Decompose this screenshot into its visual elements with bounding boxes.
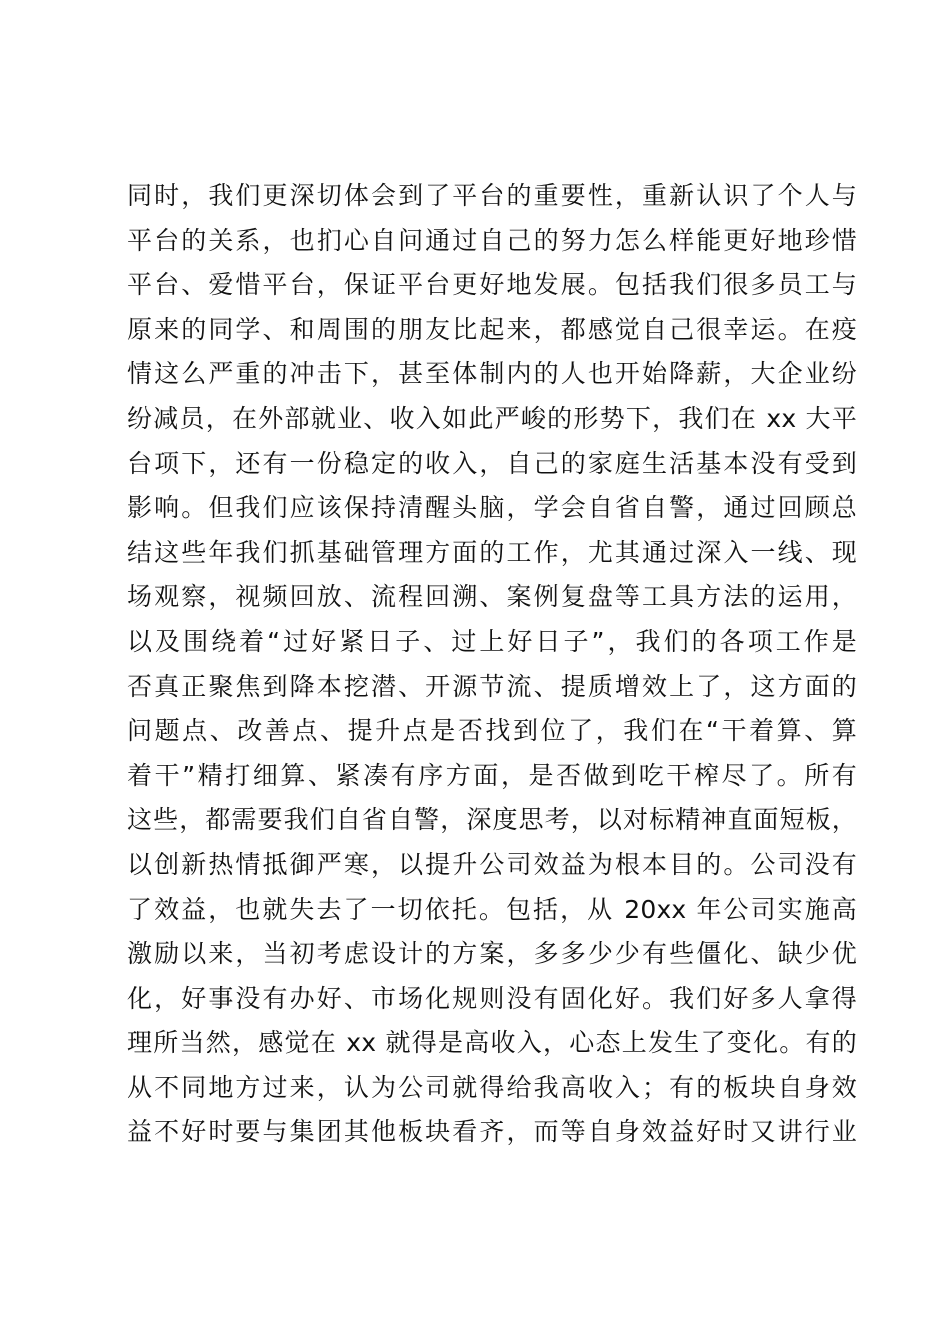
text-line-7: 台项下，还有一份稳定的收入，自己的家庭生活基本没有受到 <box>127 448 857 478</box>
text-line-4: 原来的同学、和周围的朋友比起来，都感觉自己很幸运。在疫 <box>127 314 857 344</box>
text-line-20: 理所当然，感觉在 xx 就得是高收入，心态上发生了变化。有的 <box>127 1028 857 1058</box>
text-line-13: 问题点、改善点、提升点是否找到位了，我们在“干着算、算 <box>127 716 857 746</box>
text-line-22: 益不好时要与集团其他板块看齐，而等自身效益好时又讲行业 <box>127 1117 857 1147</box>
text-line-16: 以创新热情抵御严寒，以提升公司效益为根本目的。公司没有 <box>127 849 857 879</box>
text-line-6: 纷减员，在外部就业、收入如此严峻的形势下，我们在 xx 大平 <box>127 403 857 433</box>
text-line-12: 否真正聚焦到降本挖潜、开源节流、提质增效上了，这方面的 <box>127 671 857 701</box>
body-paragraph <box>127 174 857 1155</box>
text-line-10: 场观察，视频回放、流程回溯、案例复盘等工具方法的运用， <box>127 582 857 612</box>
text-line-17: 了效益，也就失去了一切依托。包括，从 20xx 年公司实施高 <box>127 894 857 924</box>
text-line-5: 情这么严重的冲击下，甚至体制内的人也开始降薪，大企业纷 <box>127 359 857 389</box>
text-line-1: 同时，我们更深切体会到了平台的重要性，重新认识了个人与 <box>127 181 857 210</box>
text-line-11: 以及围绕着“过好紧日子、过上好日子”，我们的各项工作是 <box>127 626 857 656</box>
text-line-14: 着干”精打细算、紧凑有序方面，是否做到吃干榨尽了。所有 <box>127 760 857 790</box>
text-line-21: 从不同地方过来，认为公司就得给我高收入；有的板块自身效 <box>127 1072 857 1102</box>
text-line-9: 结这些年我们抓基础管理方面的工作，尤其通过深入一线、现 <box>127 537 857 567</box>
text-line-2: 平台的关系，也扪心自问通过自己的努力怎么样能更好地珍惜 <box>127 225 857 255</box>
text-line-18: 激励以来，当初考虑设计的方案，多多少少有些僵化、缺少优 <box>127 939 857 969</box>
text-line-8: 影响。但我们应该保持清醒头脑，学会自省自警，通过回顾总 <box>127 493 857 523</box>
text-line-3: 平台、爱惜平台，保证平台更好地发展。包括我们很多员工与 <box>127 270 857 300</box>
text-line-19: 化，好事没有办好、市场化规则没有固化好。我们好多人拿得 <box>127 983 857 1013</box>
text-line-15: 这些，都需要我们自省自警，深度思考，以对标精神直面短板， <box>127 805 857 835</box>
